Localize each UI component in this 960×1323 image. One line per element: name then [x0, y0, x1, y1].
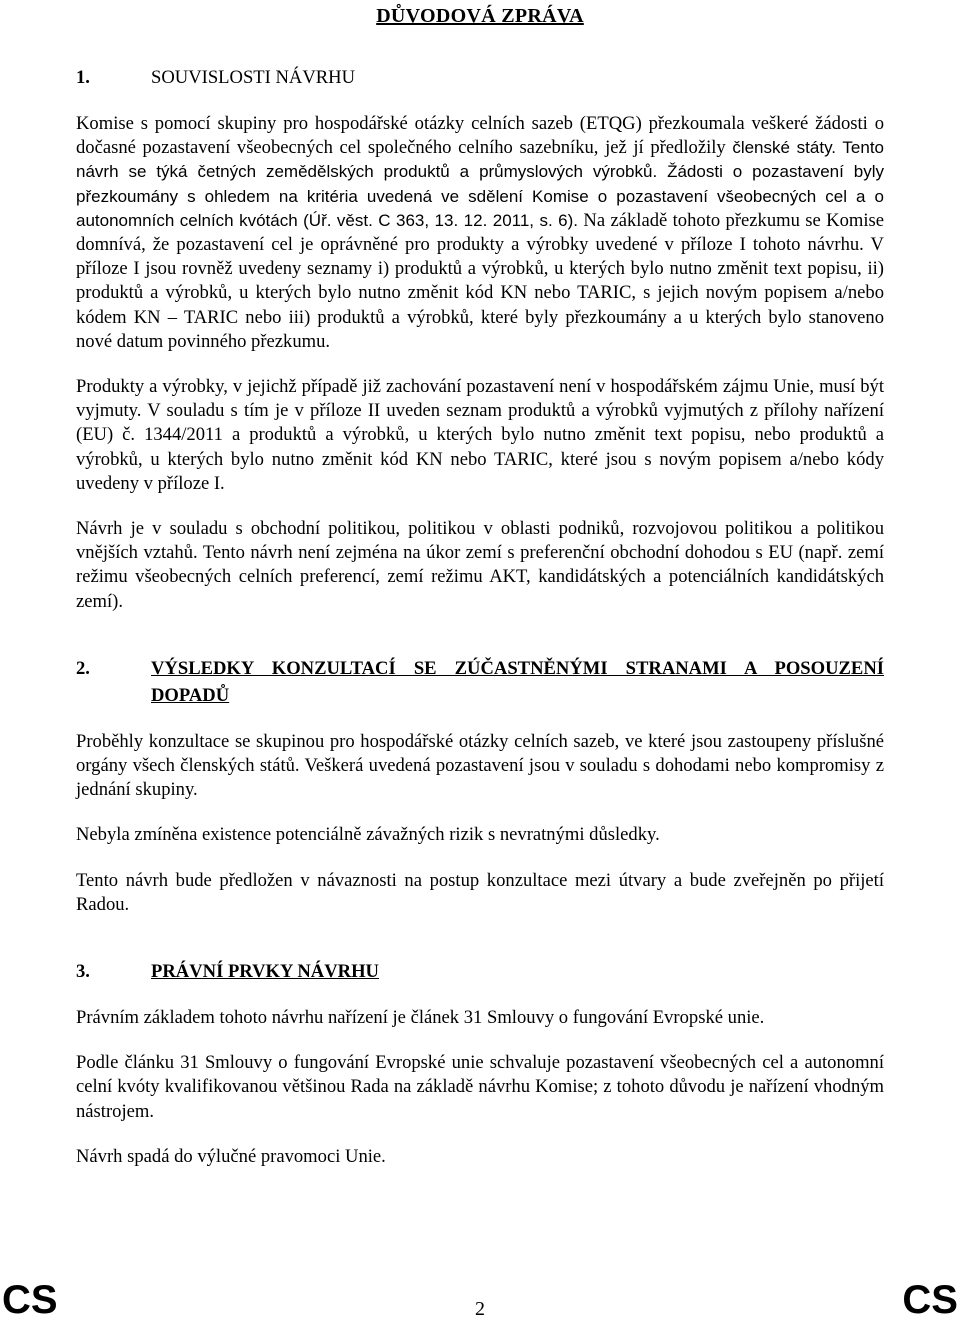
page-title: DŮVODOVÁ ZPRÁVA — [376, 5, 584, 27]
paragraph: Návrh je v souladu s obchodní politikou, politikou v oblasti podniků, rozvojovou politikou a politikou vnějších vztahů. Tento návrh není zejména na úkor zemí s preferenční obchodní dohodou s EU (např. zemí režimu všeobecných celních preferencí, zemí režimu AKT, kandidátských a potenciálních kandidátských zemí). — [76, 518, 884, 612]
section-1-heading — [76, 64, 884, 91]
paragraph: Podle článku 31 Smlouvy o fungování Evropské unie schvaluje pozastavení všeobecných cel a autonomní celní kvóty kvalifikovanou většinou Rada na základě návrhu Komise; z tohoto důvodu je nařízení vhodným nástrojem. — [76, 1052, 884, 1122]
footer-page-number: 2 — [475, 1298, 485, 1320]
section-title: SOUVISLOSTI NÁVRHU — [151, 67, 356, 88]
section-number: 3. — [76, 961, 90, 983]
section-title: VÝSLEDKY KONZULTACÍ SE ZÚČASTNĚNÝMI STRANAMI A POSOUZENÍ DOPADŮ — [151, 657, 884, 706]
paragraph-text: Komise s pomocí skupiny pro hospodářské otázky celních sazeb (ETQG) přezkoumala veškeré žádosti o dočasné pozastavení všeobecných cel společného celního sazebníku, jež jí předložily — [76, 113, 884, 159]
section-number: 2. — [76, 657, 90, 679]
footer-language-code-right: CS — [902, 1278, 958, 1322]
paragraph: Právním základem tohoto návrhu nařízení je článek 31 Smlouvy o fungování Evropské unie. — [76, 1007, 765, 1029]
paragraph-text: Na základě tohoto přezkumu se Komise domnívá, že pozastavení cel je oprávněné pro produkty a výrobky uvedené v příloze I tohoto návrhu. V příloze I jsou rovněž uvedeny seznamy i) produktů a výrobků, u kterých bylo nutno změnit text popisu, ii) produktů a výrobků, u kterých bylo nutno změnit kód KN nebo TARIC, s jejich novým popisem a/nebo kódem KN – TARIC nebo iii) produktů a výrobků, které byly přezkoumány a u kterých bylo stanoveno nové datum povinného přezkumu. — [76, 209, 885, 352]
paragraph: Proběhly konzultace se skupinou pro hospodářské otázky celních sazeb, ve které jsou zastoupeny příslušné orgány všech členských států. Veškerá uvedená pozastavení jsou v souladu s dohodami nebo kompromisy z jednání skupiny. — [76, 730, 884, 801]
paragraph: Nebyla zmíněna existence potenciálně závažných rizik s nevratnými důsledky. — [76, 824, 660, 846]
footer-language-code-left: CS — [2, 1278, 58, 1322]
section-number: 1. — [76, 67, 90, 88]
paragraph: Tento návrh bude předložen v návaznosti na postup konzultace mezi útvary a bude zveřejněn po přijetí Radou. — [76, 869, 884, 915]
paragraph: Návrh spadá do výlučné pravomoci Unie. — [76, 1145, 386, 1167]
paragraph-text-sans: členské státy. Tento návrh se týká četných zemědělských produktů a průmyslových výrobků. Žádosti o pozastavení byly přezkoumány s ohledem na kritéria uvedená ve sdělení Komise o pozastavení všeobecných cel a o autonomních celních kvótách (Úř. věst. C 363, 13. 12. 2011, s. 6). — [76, 138, 885, 230]
document-body — [76, 64, 884, 1190]
paragraph: Produkty a výrobky, v jejichž případě již zachování pozastavení není v hospodářském zájmu Unie, musí být vyjmuty. V souladu s tím je v příloze II uveden seznam produktů a výrobků vyjmutých z přílohy nařízení (EU) č. 1344/2011 a produktů a výrobků, u kterých bylo nutno změnit text popisu, nebo produktů a výrobků, u kterých bylo nutno změnit kód KN nebo TARIC, které jsou s novým popisem a/nebo kódy uvedeny v příloze I. — [76, 376, 884, 494]
section-title: PRÁVNÍ PRVKY NÁVRHU — [151, 961, 379, 983]
paragraph — [76, 112, 884, 354]
section-2-heading — [76, 655, 884, 709]
section-3-heading — [76, 958, 884, 985]
